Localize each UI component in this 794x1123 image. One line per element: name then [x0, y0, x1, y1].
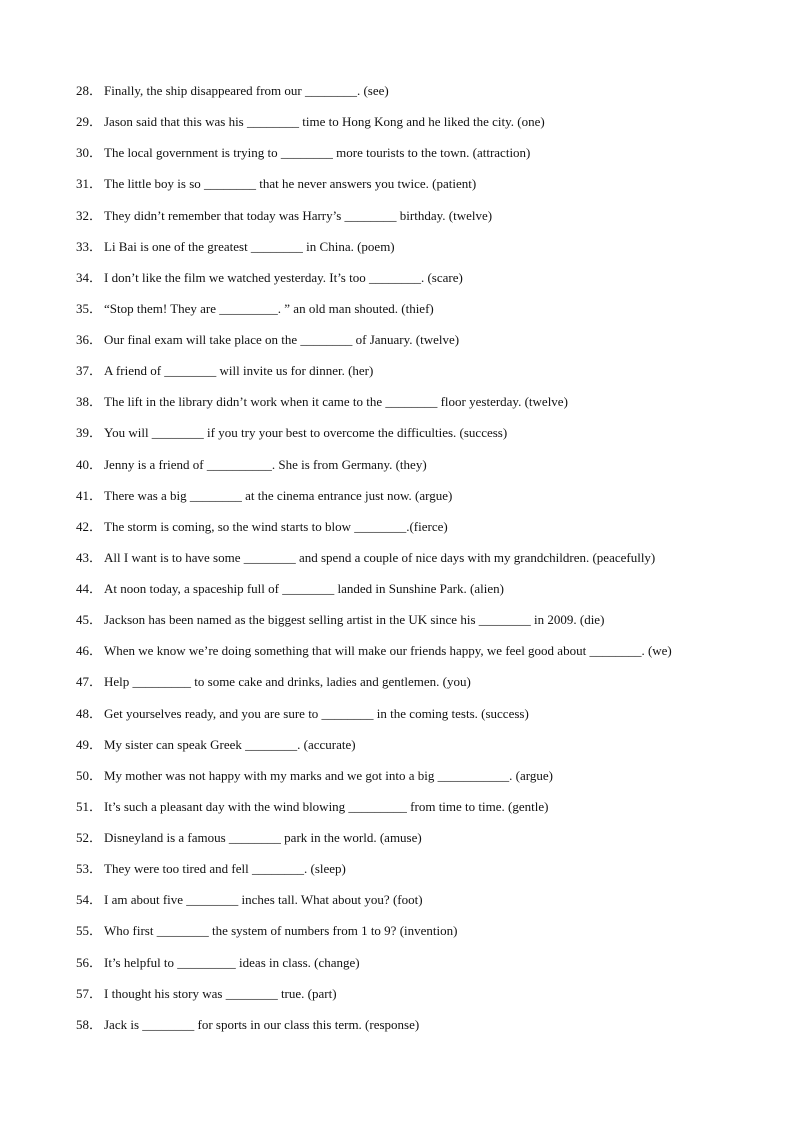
- question-item: [0, 111, 794, 142]
- question-text: The little boy is so ________ that he never answers you twice. (patient): [104, 176, 477, 192]
- question-number: 37．: [76, 363, 103, 379]
- question-item: [0, 454, 794, 485]
- question-text: Jason said that this was his ________ time to Hong Kong and he liked the city. (one): [104, 114, 545, 130]
- question-text: Our final exam will take place on the ________ of January. (twelve): [104, 332, 460, 347]
- question-text: “Stop them! They are _________. ” an old man shouted. (thief): [104, 300, 434, 316]
- question-number: 47．: [76, 674, 103, 690]
- question-item: [0, 889, 794, 920]
- question-item: [0, 671, 794, 702]
- question-text: Jenny is a friend of __________. She is from Germany. (they): [104, 456, 427, 472]
- question-number: 43．: [76, 549, 103, 565]
- question-number: 57．: [76, 985, 103, 1001]
- question-item: [0, 485, 794, 516]
- question-text: All I want is to have some ________ and spend a couple of nice days with my grandchildren. (peacefully): [104, 549, 656, 565]
- question-text: Li Bai is one of the greatest ________ in China. (poem): [104, 238, 395, 254]
- question-item: [0, 516, 794, 547]
- question-item: [0, 329, 794, 360]
- question-number: 49．: [76, 736, 103, 752]
- question-number: 38．: [76, 394, 103, 410]
- question-text: It’s such a pleasant day with the wind blowing _________ from time to time. (gentle): [104, 798, 549, 814]
- question-item: [0, 703, 794, 734]
- question-item: [0, 236, 794, 267]
- question-item: [0, 920, 794, 951]
- question-text: The storm is coming, so the wind starts to blow ________.(fierce): [104, 518, 448, 534]
- question-item: [0, 267, 794, 298]
- question-number: 39．: [76, 425, 103, 441]
- question-item: [0, 298, 794, 329]
- question-number: 32．: [76, 207, 103, 223]
- question-number: 35．: [76, 300, 103, 316]
- question-text: Who first ________ the system of numbers from 1 to 9? (invention): [104, 923, 458, 939]
- question-text: They were too tired and fell ________. (sleep): [104, 861, 346, 877]
- question-number: 31．: [76, 176, 103, 192]
- question-text: You will ________ if you try your best to overcome the difficulties. (success): [104, 425, 508, 441]
- question-item: [0, 609, 794, 640]
- question-text: When we know we’re doing something that will make our friends happy, we feel good about ________. (we): [104, 643, 672, 659]
- question-text: It’s helpful to _________ ideas in class. (change): [104, 954, 360, 970]
- question-number: 52．: [76, 830, 103, 845]
- question-text: Finally, the ship disappeared from our ________. (see): [104, 83, 389, 98]
- question-number: 58．: [76, 1016, 103, 1032]
- question-item: [0, 765, 794, 796]
- question-number: 42．: [76, 518, 103, 534]
- question-number: 50．: [76, 767, 103, 783]
- question-number: 51．: [76, 798, 103, 814]
- question-number: 46．: [76, 643, 103, 659]
- question-item: [0, 360, 794, 391]
- question-number: 56．: [76, 954, 103, 970]
- question-text: My mother was not happy with my marks and we got into a big ___________. (argue): [104, 767, 553, 783]
- question-item: [0, 578, 794, 609]
- question-text: I don’t like the film we watched yesterday. It’s too ________. (scare): [104, 269, 463, 285]
- question-number: 33．: [76, 238, 103, 254]
- question-item: [0, 983, 794, 1014]
- question-number: 48．: [76, 705, 103, 721]
- question-number: 28．: [76, 83, 103, 98]
- question-text: I thought his story was ________ true. (part): [104, 985, 337, 1001]
- question-item: [0, 734, 794, 765]
- question-item: [0, 80, 794, 111]
- question-number: 36．: [76, 332, 103, 347]
- question-text: They didn’t remember that today was Harry’s ________ birthday. (twelve): [104, 207, 493, 223]
- question-item: [0, 547, 794, 578]
- question-number: 34．: [76, 269, 103, 285]
- question-text: Jackson has been named as the biggest selling artist in the UK since his ________ in 2009. (die): [104, 612, 605, 628]
- question-text: Help _________ to some cake and drinks, ladies and gentlemen. (you): [104, 674, 471, 690]
- question-item: [0, 952, 794, 983]
- question-number: 55．: [76, 923, 103, 939]
- question-number: 40．: [76, 456, 103, 472]
- question-item: [0, 173, 794, 204]
- question-number: 53．: [76, 861, 103, 877]
- question-item: [0, 422, 794, 453]
- question-item: [0, 391, 794, 422]
- question-item: [0, 640, 794, 671]
- question-item: [0, 827, 794, 858]
- question-number: 54．: [76, 892, 103, 908]
- question-list: [0, 80, 794, 1045]
- question-text: There was a big ________ at the cinema entrance just now. (argue): [104, 487, 453, 503]
- question-text: At noon today, a spaceship full of ________ landed in Sunshine Park. (alien): [104, 581, 504, 596]
- question-text: The lift in the library didn’t work when it came to the ________ floor yesterday. (twelve): [104, 394, 568, 410]
- question-number: 41．: [76, 487, 103, 503]
- question-number: 45．: [76, 612, 103, 628]
- question-item: [0, 142, 794, 173]
- question-text: A friend of ________ will invite us for dinner. (her): [104, 363, 374, 379]
- question-text: Get yourselves ready, and you are sure to ________ in the coming tests. (success): [104, 705, 529, 721]
- question-text: Jack is ________ for sports in our class this term. (response): [104, 1016, 420, 1032]
- question-item: [0, 1014, 794, 1045]
- question-item: [0, 858, 794, 889]
- question-number: 30．: [76, 145, 103, 161]
- question-text: Disneyland is a famous ________ park in the world. (amuse): [104, 830, 422, 845]
- question-text: I am about five ________ inches tall. What about you? (foot): [104, 892, 423, 908]
- question-item: [0, 796, 794, 827]
- question-text: My sister can speak Greek ________. (accurate): [104, 736, 356, 752]
- question-item: [0, 205, 794, 236]
- question-number: 29．: [76, 114, 103, 130]
- question-text: The local government is trying to ________ more tourists to the town. (attraction): [104, 145, 531, 161]
- question-number: 44．: [76, 581, 103, 596]
